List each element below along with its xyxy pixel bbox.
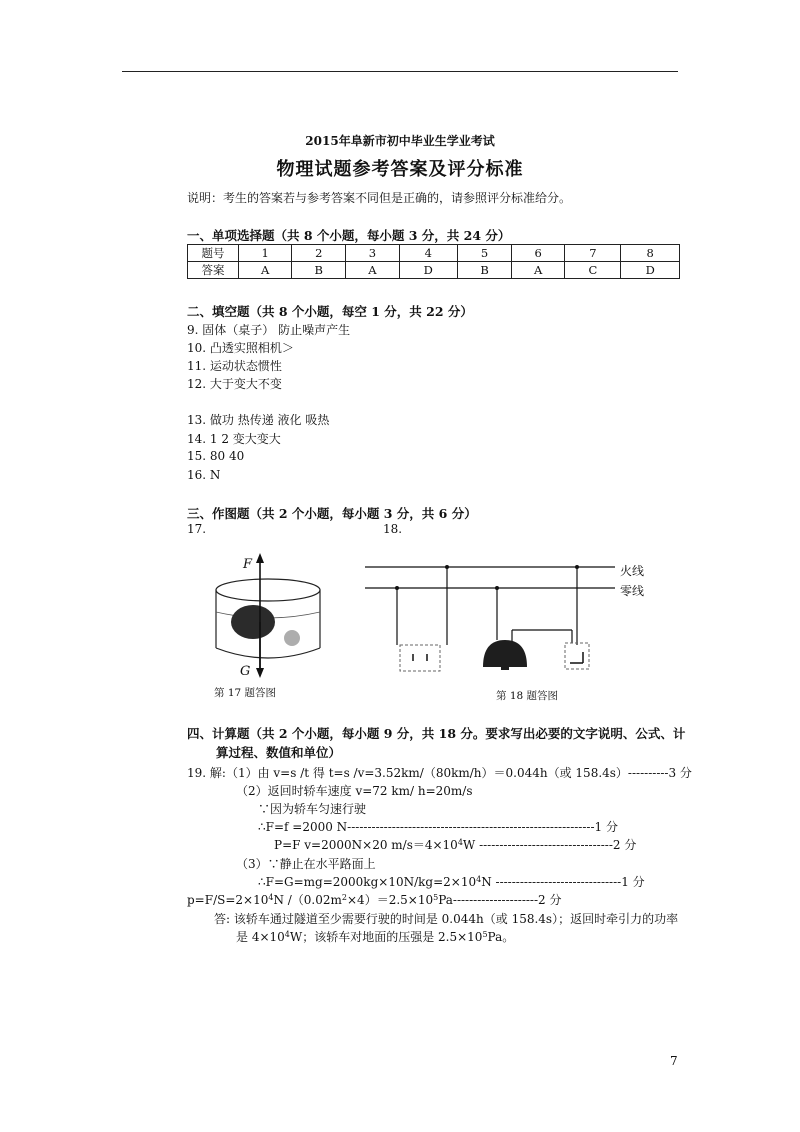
- answer-cell: B: [292, 262, 346, 279]
- section4-heading-cont: 算过程、数值和单位）: [216, 745, 342, 760]
- figure-18-caption: 第 18 题答图: [496, 690, 559, 702]
- document-title: 物理试题参考答案及评分标准: [276, 159, 524, 180]
- switch-icon: [565, 643, 589, 669]
- q18-label: 18.: [383, 522, 403, 536]
- figure-17-buoyancy: [205, 550, 335, 685]
- answer-cell: A: [512, 262, 565, 279]
- question-number: 6: [512, 245, 565, 262]
- q19-part1: 19. 解:（1）由 v=s /t 得 t=s /v=3.52km/（80km/h）＝0.044h（或 158.4s）----------3 分: [187, 766, 692, 780]
- answer-table: [187, 244, 680, 279]
- answer-cell: C: [565, 262, 621, 279]
- figure-18-circuit: [365, 555, 615, 685]
- table-row: [188, 245, 680, 262]
- question-number: 3: [346, 245, 399, 262]
- question-number: 5: [458, 245, 512, 262]
- section1-heading: 一、单项选择题（共 8 个小题，每小题 3 分，共 24 分）: [187, 228, 511, 243]
- question-number: 8: [621, 245, 680, 262]
- question-number: 1: [239, 245, 292, 262]
- fill-answer-16: 16. N: [187, 468, 221, 482]
- instructions-note: 说明：考生的答案若与参考答案不同但是正确的，请参照评分标准给分。: [187, 191, 572, 205]
- question-number: 7: [565, 245, 621, 262]
- q19-part3-force: $\therefore F=G=mg=2000kg\times 10N/kg=2\times 10^4N$ -------------------------------1 分: [258, 875, 645, 889]
- force-f-label: F: [243, 557, 253, 572]
- fill-answer-11: 11. 运动状态惯性: [187, 359, 282, 373]
- figure-17-caption: 第 17 题答图: [214, 687, 277, 699]
- row-label-answer: 答案: [188, 262, 239, 279]
- row-label-number: 题号: [188, 245, 239, 262]
- header-rule: [122, 71, 678, 72]
- ball-shape: [231, 605, 275, 639]
- live-wire-label: 火线: [620, 564, 645, 578]
- fill-answer-15: 15. 80 40: [187, 449, 245, 463]
- q19-part3-reason: （3）∵静止在水平路面上: [236, 857, 376, 871]
- section2-heading: 二、填空题（共 8 个小题，每空 1 分，共 22 分）: [187, 304, 473, 319]
- fill-answer-9: 9. 固体（桌子） 防止噪声产生: [187, 323, 351, 337]
- force-down-arrow: [256, 668, 264, 678]
- q19-part2-reason: ∵因为轿车匀速行驶: [258, 802, 367, 816]
- fill-answer-10: 10. 凸透实照相机＞: [187, 341, 294, 355]
- q19-part2-force: ∴F=f =2000 N-------------------------------------------------------------1 分: [258, 820, 618, 834]
- section3-heading: 三、作图题（共 2 个小题，每小题 3 分，共 6 分）: [187, 506, 477, 521]
- q19-part3-pressure: $p=F/S=2\times 10^4N$ $/(0.02m^2\times 4)=2.5\times 10^5Pa---------------------2$ 分: [187, 893, 562, 907]
- lamp-icon: [483, 640, 527, 667]
- force-g-label: G: [240, 664, 251, 679]
- fill-answer-12: 12. 大于变大不变: [187, 377, 282, 391]
- socket-icon: [400, 645, 440, 671]
- answer-cell: A: [239, 262, 292, 279]
- q19-answer-line2: 是 $4\times 10^4W$；该轿车对地面的压强是 $2.5\times 10^5Pa$。: [236, 930, 515, 944]
- answer-cell: D: [621, 262, 680, 279]
- exam-title: 2015年阜新市初中毕业生学业考试: [305, 134, 495, 148]
- answer-cell: B: [458, 262, 512, 279]
- question-number: 2: [292, 245, 346, 262]
- answer-cell: A: [346, 262, 399, 279]
- answer-cell: D: [399, 262, 458, 279]
- fill-answer-14: 14. 1 2 变大变大: [187, 432, 281, 446]
- fill-answer-13: 13. 做功 热传递 液化 吸热: [187, 413, 330, 427]
- q17-label: 17.: [187, 522, 207, 536]
- neutral-wire-label: 零线: [620, 584, 645, 598]
- question-number: 4: [399, 245, 458, 262]
- q19-answer-line1: 答: 该轿车通过隧道至少需要行驶的时间是 0.044h（或 158.4s）；返回时牵引力的功率: [214, 912, 679, 926]
- section4-heading: 四、计算题（共 2 个小题，每小题 9 分，共 18 分。要求写出必要的文字说明、公式、计: [187, 726, 686, 741]
- page-number: 7: [670, 1054, 678, 1068]
- table-row: [188, 262, 680, 279]
- q19-part2-power: P=F v=2000N×20 $m/s=4\times 10^4W$ ---------------------------------2 分: [274, 838, 637, 852]
- q19-part2-speed: （2）返回时轿车速度 v=72 km/ h=20m/s: [236, 784, 473, 798]
